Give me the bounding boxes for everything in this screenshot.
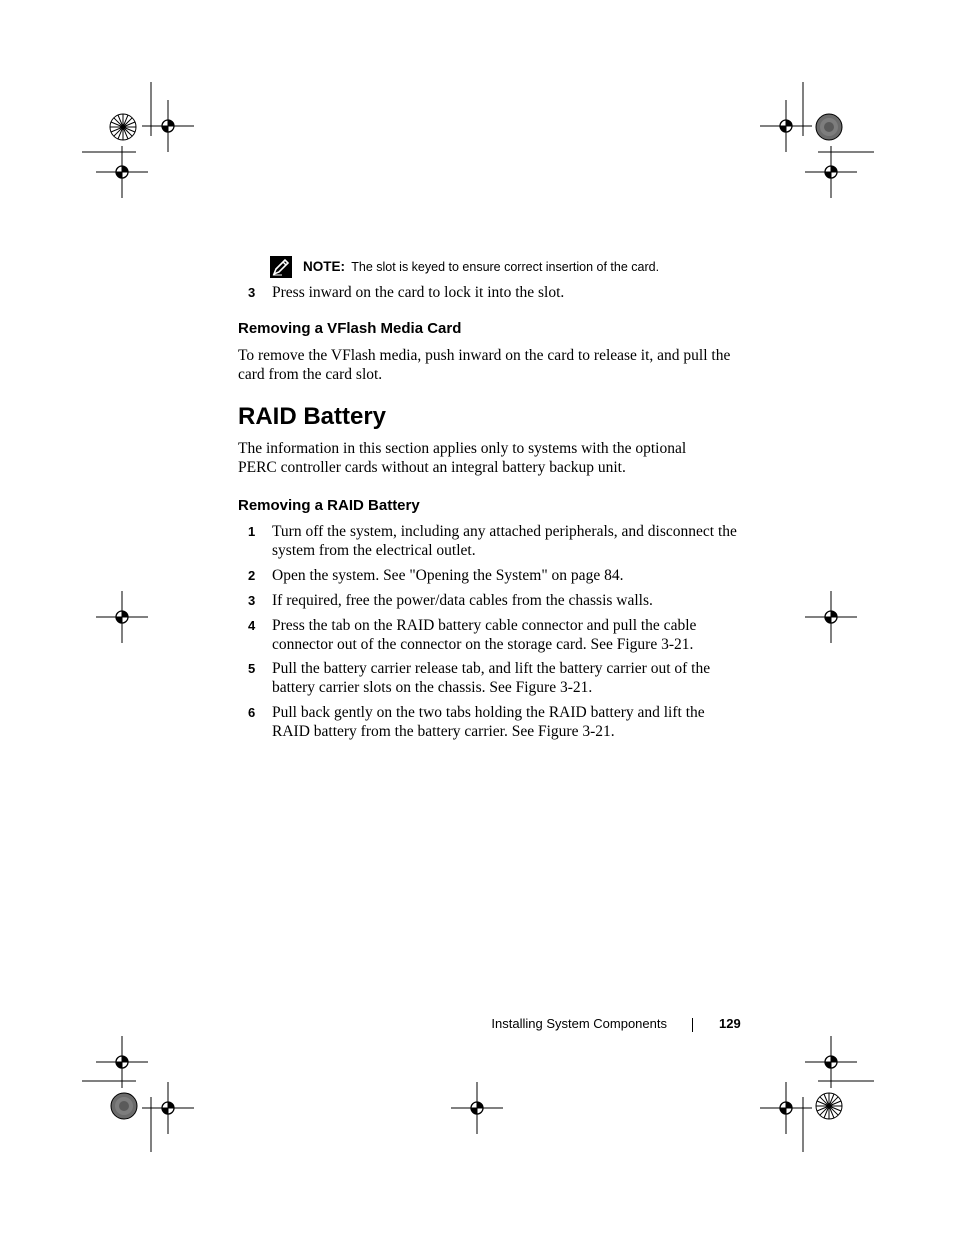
step-number: 2 [248, 568, 256, 583]
page-number: 129 [719, 1016, 741, 1031]
step-text: Press the tab on the RAID battery cable connector and pull the cable connector out of the connector on the storage card. See Figure 3-21. [272, 617, 697, 653]
note-pencil-icon [270, 256, 292, 278]
step-text: Turn off the system, including any attached peripherals, and disconnect the system from the electrical outlet. [272, 523, 737, 559]
step-text: Press inward on the card to lock it into the slot. [272, 284, 565, 301]
vflash-body: To remove the VFlash media, push inward on the card to release it, and pull the card from the card slot. [238, 347, 731, 383]
step-number: 5 [248, 661, 256, 676]
step-number: 1 [248, 524, 256, 539]
footer-section-title: Installing System Components [491, 1016, 667, 1031]
raid-subheading: Removing a RAID Battery [238, 497, 420, 514]
step-text: Pull back gently on the two tabs holding the RAID battery and lift the RAID battery from the battery carrier. See Figure 3-21. [272, 704, 705, 740]
step-number: 4 [248, 618, 256, 633]
step-number: 3 [248, 285, 256, 300]
step-text: Open the system. See "Opening the System" on page 84. [272, 567, 624, 584]
note-text: The slot is keyed to ensure correct insertion of the card. [351, 260, 660, 274]
step-number: 3 [248, 593, 256, 608]
note-label: NOTE: [303, 259, 345, 274]
footer-divider [692, 1018, 693, 1032]
note [303, 259, 659, 274]
raid-intro: The information in this section applies only to systems with the optional PERC controller cards without an integral battery backup unit. [238, 440, 687, 476]
step-text: Pull the battery carrier release tab, and lift the battery carrier out of the battery carrier slots on the chassis. See Figure 3-21. [272, 660, 711, 696]
section-title-raid-battery: RAID Battery [238, 403, 387, 430]
vflash-heading: Removing a VFlash Media Card [238, 320, 462, 337]
step-text: If required, free the power/data cables from the chassis walls. [272, 592, 653, 609]
step-number: 6 [248, 705, 256, 720]
